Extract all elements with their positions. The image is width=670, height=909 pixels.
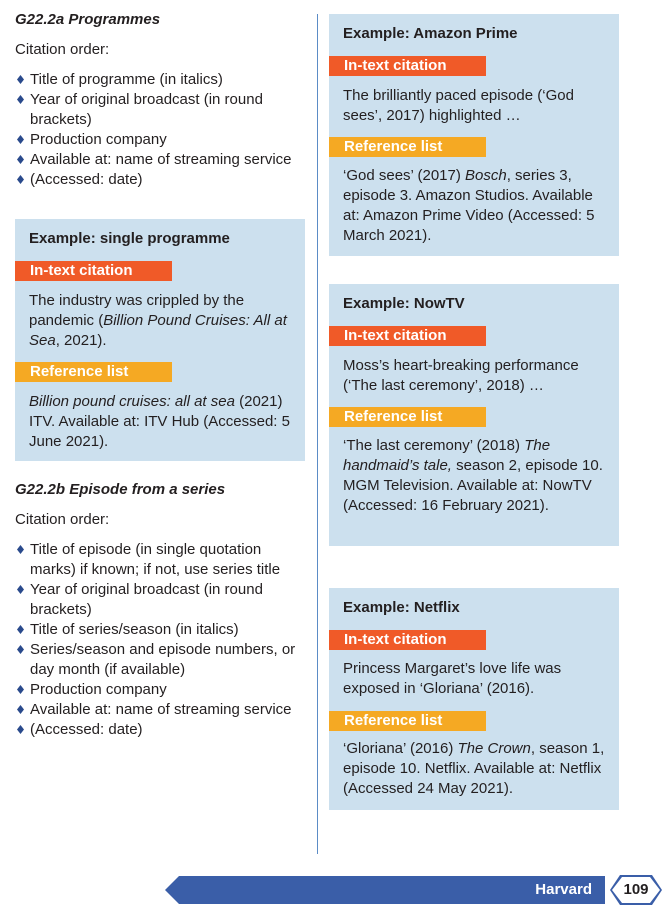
- diamond-bullet-icon: [17, 155, 24, 164]
- column-divider: [317, 14, 318, 854]
- list-item: Production company: [15, 680, 307, 700]
- intext-citation-label: In-text citation: [329, 56, 486, 76]
- reference-list-text: Billion pound cruises: all at sea (2021) ITV. Available at: ITV Hub (Accessed: 5 June 2021).: [29, 393, 290, 450]
- diamond-bullet-icon: [17, 75, 24, 84]
- diamond-bullet-icon: [17, 585, 24, 594]
- intext-citation-label: In-text citation: [15, 261, 172, 281]
- diamond-bullet-icon: [17, 545, 24, 554]
- section-heading-programmes: G22.2a Programmes: [15, 11, 161, 28]
- reference-list-label: Reference list: [329, 137, 486, 157]
- list-item: (Accessed: date): [15, 170, 305, 190]
- list-item: (Accessed: date): [15, 720, 307, 740]
- reference-list-text: ‘The last ceremony’ (2018) The handmaid’s tale, season 2, episode 10. MGM Television. Available at: NowTV (Accessed: 16 February 2021).: [343, 437, 603, 514]
- list-item: Year of original broadcast (in round brackets): [15, 90, 305, 130]
- list-item: Available at: name of streaming service: [15, 700, 307, 720]
- reference-list-label: Reference list: [329, 407, 486, 427]
- diamond-bullet-icon: [17, 135, 24, 144]
- example-title: Example: single programme: [29, 230, 230, 247]
- reference-list-label: Reference list: [329, 711, 486, 731]
- section-heading-episode: G22.2b Episode from a series: [15, 481, 226, 498]
- citation-order-label: Citation order:: [15, 41, 110, 58]
- diamond-bullet-icon: [17, 625, 24, 634]
- citation-order-label: Citation order:: [15, 511, 110, 528]
- list-item: Year of original broadcast (in round brackets): [15, 580, 307, 620]
- diamond-bullet-icon: [17, 725, 24, 734]
- footer-section-label: Harvard: [535, 881, 592, 898]
- citation-order-list-programmes: [15, 70, 305, 190]
- page-number: 109: [623, 881, 649, 898]
- reference-list-label: Reference list: [15, 362, 172, 382]
- diamond-bullet-icon: [17, 95, 24, 104]
- intext-citation-text: The industry was crippled by the pandemic (Billion Pound Cruises: All at Sea, 2021).: [29, 292, 287, 349]
- example-title: Example: Netflix: [343, 599, 460, 616]
- list-item: Production company: [15, 130, 305, 150]
- intext-citation-label: In-text citation: [329, 326, 486, 346]
- list-item: Available at: name of streaming service: [15, 150, 305, 170]
- list-item: Series/season and episode numbers, or day month (if available): [15, 640, 307, 680]
- intext-citation-label: In-text citation: [329, 630, 486, 650]
- diamond-bullet-icon: [17, 645, 24, 654]
- list-item: Title of episode (in single quotation marks) if known; if not, use series title: [15, 540, 307, 580]
- reference-list-text: ‘Gloriana’ (2016) The Crown, season 1, episode 10. Netflix. Available at: Netflix (Accessed 24 May 2021).: [343, 740, 605, 797]
- list-item: Title of programme (in italics): [15, 70, 305, 90]
- intext-citation-text: Moss’s heart-breaking performance (‘The last ceremony’, 2018) …: [343, 357, 579, 394]
- example-title: Example: Amazon Prime: [343, 25, 518, 42]
- diamond-bullet-icon: [17, 705, 24, 714]
- intext-citation-text: Princess Margaret’s love life was exposed in ‘Gloriana’ (2016).: [343, 660, 562, 697]
- example-title: Example: NowTV: [343, 295, 465, 312]
- list-item: Title of series/season (in italics): [15, 620, 307, 640]
- diamond-bullet-icon: [17, 175, 24, 184]
- citation-order-list-episode: [15, 540, 307, 740]
- intext-citation-text: The brilliantly paced episode (‘God sees’, 2017) highlighted …: [343, 87, 574, 124]
- reference-list-text: ‘God sees’ (2017) Bosch, series 3, episode 3. Amazon Studios. Available at: Amazon Prime Video (Accessed: 5 March 2021).: [343, 167, 595, 244]
- diamond-bullet-icon: [17, 685, 24, 694]
